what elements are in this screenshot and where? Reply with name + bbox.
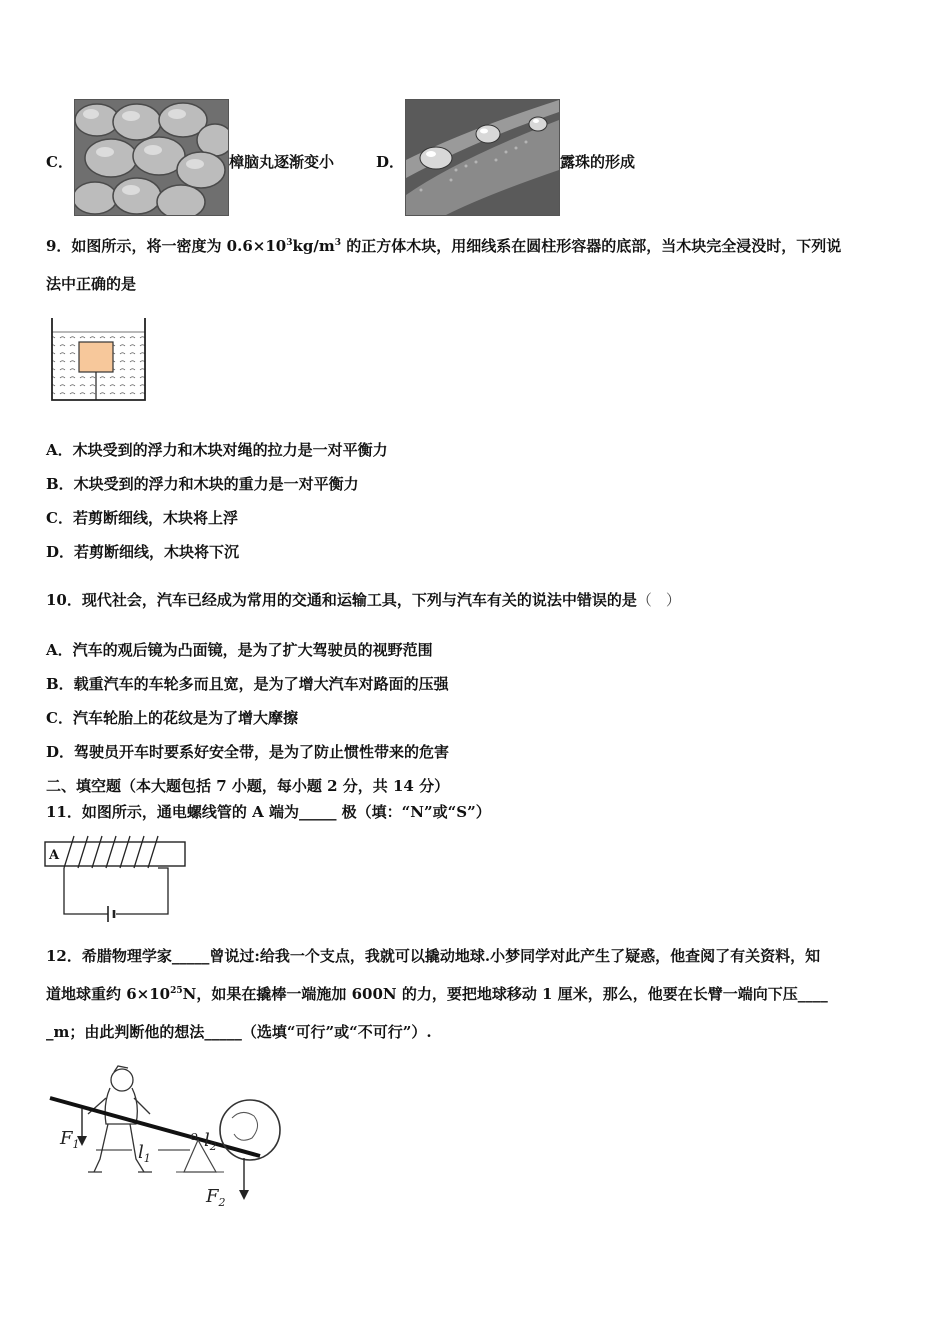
- solenoid-circuit-figure: [44, 832, 190, 924]
- q10-option-c: C．汽车轮胎上的花纹是为了增大摩擦: [46, 709, 298, 727]
- lever-earth-figure: [48, 1064, 298, 1212]
- q9-stem-line1: 9．如图所示，将一密度为 $0.6\times 10^3kg/m^3$ 的正方体木块，用细线系在圆柱形容器的底部，当木块完全浸没时，下列说: [46, 237, 842, 255]
- q10-option-b: B．载重汽车的车轮多而且宽，是为了增大汽车对路面的压强: [46, 675, 449, 693]
- q9-option-b: B．木块受到的浮力和木块的重力是一对平衡力: [46, 475, 359, 493]
- answer-paren-close: ）: [665, 591, 681, 609]
- solenoid-end-a-label: A: [49, 848, 60, 863]
- fulcrum-o-label: o: [190, 1129, 198, 1144]
- dew-photo: [405, 99, 560, 216]
- arm-l1-label: $l_1$: [138, 1142, 151, 1165]
- section-heading: 二、填空题（本大题包括 7 小题，每小题 2 分，共 14 分）: [46, 777, 450, 795]
- q12-stem-line3: _m；由此判断他的想法_____（选填“可行”或“不可行”）.: [46, 1023, 432, 1041]
- q12-stem-line2: 道地球重约 $6\times 10^{25}N$，如果在撬棒一端施加 600N 的力，要把地球移动 1 厘米，那么，他要在长臂一端向下压____: [46, 985, 828, 1003]
- force-f1-label: $F_1$: [60, 1128, 80, 1151]
- arm-l2-label: $l_2$: [204, 1130, 217, 1153]
- answer-paren-open: （: [636, 591, 652, 609]
- q9-option-d: D．若剪断细线，木块将下沉: [46, 543, 240, 561]
- option-d-text: 露珠的形成: [560, 153, 636, 171]
- mothball-photo: [74, 99, 229, 216]
- q9-option-a: A．木块受到的浮力和木块对绳的拉力是一对平衡力: [46, 441, 388, 459]
- q10-option-d: D．驾驶员开车时要系好安全带，是为了防止惯性带来的危害: [46, 743, 450, 761]
- option-c-text: 樟脑丸逐渐变小: [229, 153, 335, 171]
- q9-option-c: C．若剪断细线，木块将上浮: [46, 509, 238, 527]
- option-d-label: D．: [376, 153, 405, 171]
- q10-option-a: A．汽车的观后镜为凸面镜，是为了扩大驾驶员的视野范围: [46, 641, 433, 659]
- q12-stem-line1: 12．希腊物理学家_____曾说过:给我一个支点，我就可以撬动地球.小梦同学对此产生了疑惑，他查阅了有关资料，知: [46, 947, 821, 965]
- force-f2-label: $F_2$: [206, 1186, 226, 1209]
- container-figure: [49, 318, 149, 402]
- q11-stem: 11．如图所示，通电螺线管的 A 端为_____ 极（填：“N”或“S”）: [46, 803, 491, 821]
- q10-stem: 10．现代社会，汽车已经成为常用的交通和运输工具，下列与汽车有关的说法中错误的是（ ）: [46, 591, 681, 609]
- option-c-label: C．: [46, 153, 73, 171]
- q9-stem-line2: 法中正确的是: [46, 275, 137, 293]
